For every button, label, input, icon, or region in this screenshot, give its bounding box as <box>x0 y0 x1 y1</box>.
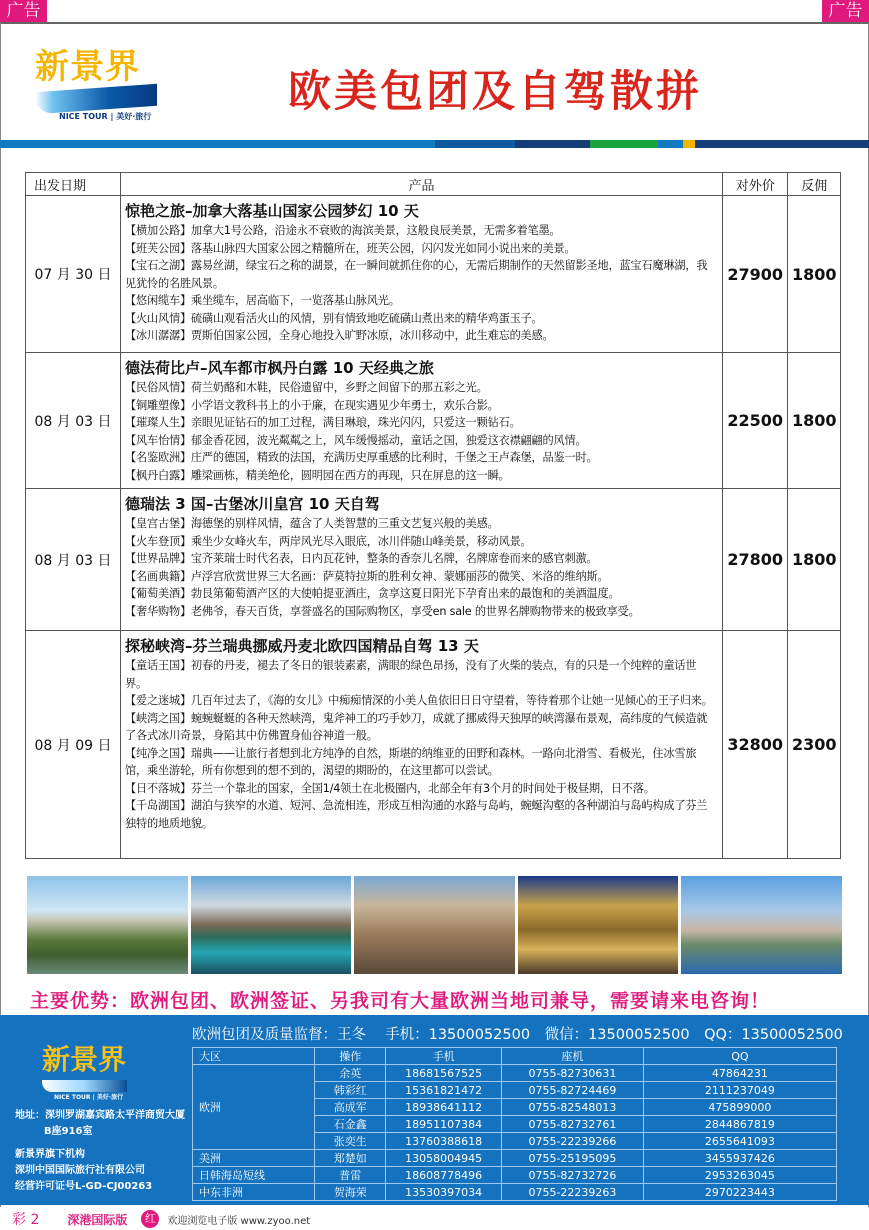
contact-header-cell: QQ <box>643 1048 836 1065</box>
departure-date: 07 月 30 日 <box>26 196 121 353</box>
contact-cell: 张奕生 <box>315 1133 386 1150</box>
stripe-segment <box>0 140 435 148</box>
feature-line: 【世界品牌】宝齐莱瑞士时代名表，日内瓦花钟，整条的香奈儿名牌，名牌席卷而来的感官刺激。 <box>125 552 598 565</box>
contact-cell: 余英 <box>315 1065 386 1082</box>
stripe-segment <box>695 140 869 148</box>
feature-line: 【爱之迷城】几百年过去了，《海的女儿》中痴痴情深的小美人鱼依旧日日守望着，等待着那个让她一见倾心的王子归来。 <box>125 694 713 707</box>
contact-cell: 18608778496 <box>386 1167 502 1184</box>
feature-line: 【班芙公园】落基山脉四大国家公园之精髓所在，班芙公园，闪闪发光如同小说出来的美景。 <box>125 241 576 255</box>
contact-cell: 2844867819 <box>643 1116 836 1133</box>
departure-date: 08 月 03 日 <box>26 489 121 631</box>
price: 27800 <box>723 489 788 631</box>
contact-cell: 高成军 <box>315 1099 386 1116</box>
contact-row <box>193 1184 837 1201</box>
feature-line: 【枫丹白露】雕梁画栋，精美绝伦，圆明园在西方的再现，只在屏息的这一瞬。 <box>125 468 510 482</box>
header-rebate: 反佣 <box>788 173 841 196</box>
stripe-segment <box>515 140 589 148</box>
rebate: 1800 <box>788 353 841 489</box>
feature-line: 【悠闲缆车】乘坐缆车，居高临下，一览落基山脉风光。 <box>125 294 400 307</box>
contact-header-cell: 操作 <box>315 1048 386 1065</box>
departure-date: 08 月 09 日 <box>26 631 121 859</box>
ad-tag-left: 广告 <box>0 0 47 23</box>
contact-header-cell: 座机 <box>502 1048 644 1065</box>
stripe-segment <box>683 140 695 148</box>
feature-line: 【宝石之湖】露易丝湖，绿宝石之称的湖景，在一瞬间就抓住你的心，无需后期制作的天然留影圣地，蓝宝石魔琳湖，我见犹怜的名胜风景。 <box>125 259 708 290</box>
contact-cell: 0755-82548013 <box>502 1099 644 1116</box>
org2: 深圳中国国际旅行社有限公司 <box>15 1165 145 1176</box>
contact-cell: 0755-82730631 <box>502 1065 644 1082</box>
table-row <box>26 631 841 859</box>
feature-line: 【奢华购物】老佛爷，春天百货，享誉盛名的国际购物区，享受en sale 的世界名牌购物带来的极致享受。 <box>125 604 640 618</box>
contact-cell: 韩彩红 <box>315 1082 386 1099</box>
license: 经营许可证号L-GD-CJ00263 <box>15 1181 153 1192</box>
logo-swoosh-icon <box>35 84 157 115</box>
region: 美洲 <box>193 1150 315 1167</box>
stripe-segment <box>435 140 516 148</box>
color-stripe <box>0 140 869 148</box>
logo-swoosh-icon <box>42 1080 127 1092</box>
address: 地址：深圳罗湖嘉宾路太平洋商贸大厦 <box>15 1110 185 1121</box>
contact-cell: 0755-82732726 <box>502 1167 644 1184</box>
contact-cell: 普雷 <box>315 1167 386 1184</box>
contact-cell: 15361821472 <box>386 1082 502 1099</box>
contact-cell: 13760388618 <box>386 1133 502 1150</box>
supervisor-line: 欧洲包团及质量监督：王冬 手机：13500052500 微信：13500052500 QQ：13500052500 <box>192 1027 843 1043</box>
photo-castle <box>27 876 188 974</box>
contact-cell: 13058004945 <box>386 1150 502 1167</box>
product-title: 德法荷比卢–风车都市枫丹白露 10 天经典之旅 <box>125 359 434 377</box>
contact-header-cell: 大区 <box>193 1048 315 1065</box>
contact-cell: 3455937426 <box>643 1150 836 1167</box>
feature-line: 【名画典籍】卢浮宫欣赏世界三大名画：萨莫特拉斯的胜利女神、蒙娜丽莎的微笑、米洛的维纳斯。 <box>125 569 609 583</box>
product-title: 德瑞法 3 国–古堡冰川皇宫 10 天自驾 <box>125 495 380 513</box>
contact-cell: 0755-82732761 <box>502 1116 644 1133</box>
welcome-link[interactable]: 欢迎浏览电子版 www.zyoo.net <box>167 1215 311 1227</box>
contact-table <box>192 1047 837 1201</box>
photo-gothic-gate <box>354 876 515 974</box>
table-row <box>26 489 841 631</box>
advantage-banner: 主要优势：欧洲包团、欧洲签证、另我司有大量欧洲当地司兼导，需要请来电咨询！ <box>30 990 771 1012</box>
feature-line: 【横加公路】加拿大1号公路，沿途永不衰败的海滨美景，这般良辰美景，无需多着笔墨。 <box>125 224 561 237</box>
contact-row <box>193 1065 837 1082</box>
photo-coastal-village <box>681 876 842 974</box>
product-cell <box>121 631 723 859</box>
photo-lake-mountains <box>191 876 352 974</box>
contact-cell: 18951107384 <box>386 1116 502 1133</box>
contact-header <box>193 1048 837 1065</box>
feature-line: 【日不落城】芬兰一个靠北的国家，全国1/4领土在北极圈内，北部全年有3个月的时间处于极昼期，日不落。 <box>125 781 655 795</box>
contact-row <box>193 1167 837 1184</box>
tour-table <box>25 172 841 859</box>
stripe-segment <box>658 140 683 148</box>
contact-cell: 0755-22239263 <box>502 1184 644 1201</box>
red-badge-icon: 红 <box>141 1210 159 1228</box>
footer-logo-en: NICE TOUR | 美好·旅行 <box>54 1094 124 1101</box>
region: 中东非洲 <box>193 1184 315 1201</box>
contact-cell: 47864231 <box>643 1065 836 1082</box>
product-title: 探秘峡湾–芬兰瑞典挪威丹麦北欧四国精品自驾 13 天 <box>125 637 479 655</box>
header-date: 出发日期 <box>26 173 121 196</box>
contact-cell: 贺海荣 <box>315 1184 386 1201</box>
logo-en: NICE TOUR | 美好·旅行 <box>59 112 152 121</box>
edition: 深港国际版 <box>67 1212 128 1227</box>
feature-line: 【火山风情】硫磺山观看活火山的风情，别有情致地吃硫磺山煮出来的精华鸡蛋玉子。 <box>125 311 543 325</box>
price: 32800 <box>723 631 788 859</box>
contact-cell: 0755-25195095 <box>502 1150 644 1167</box>
feature-line: 【铜雕塑像】小学语文教科书上的小于廉，在现实遇见少年勇士，欢乐合影。 <box>125 398 499 412</box>
feature-line: 【皇宫古堡】海德堡的别样风情，蕴含了人类智慧的三重文艺复兴般的美感。 <box>125 517 499 530</box>
feature-line: 【童话王国】初春的丹麦，褪去了冬日的银装素素，满眼的绿色昂扬，没有了火柴的装点，有的只是一个纯粹的童话世界。 <box>125 659 697 690</box>
photo-strip <box>27 876 842 974</box>
header-product: 产品 <box>121 173 723 196</box>
ad-tag-right: 广告 <box>822 0 869 23</box>
feature-line: 【民俗风情】荷兰奶酪和木鞋，民俗遗留中，乡野之间留下的那五彩之光。 <box>125 381 488 394</box>
contact-row <box>193 1150 837 1167</box>
region: 欧洲 <box>193 1065 315 1150</box>
feature-line: 【葡萄美酒】勃艮第葡萄酒产区的大使帕提亚酒庄，贪享这夏日阳光下孕育出来的最饱和的美酒温度。 <box>125 587 620 600</box>
contact-cell: 郑楚如 <box>315 1150 386 1167</box>
product-cell <box>121 489 723 631</box>
stripe-segment <box>590 140 658 148</box>
footer-address <box>15 1108 185 1195</box>
contact-cell: 石金鑫 <box>315 1116 386 1133</box>
table-header <box>26 173 841 196</box>
feature-line: 【火车登顶】乘坐少女峰火车，两岸风光尽入眼底，冰川伴随山峰美景，移动风景。 <box>125 534 532 548</box>
price: 27900 <box>723 196 788 353</box>
price: 22500 <box>723 353 788 489</box>
footer <box>0 1015 869 1205</box>
feature-line: 【千岛湖国】湖泊与狭窄的水道、短河、急流相连，形成互相沟通的水路与岛屿，蜿蜒沟壑的各种湖泊与岛屿构成了芬兰独特的地质地貌。 <box>125 799 708 830</box>
headline: 欧美包团及自驾散拼 <box>288 67 702 117</box>
feature-line: 【璀璨人生】亲眼见证钻石的加工过程，满目琳琅，珠光闪闪，只爱这一颗钻石。 <box>125 416 521 429</box>
feature-line: 【纯净之国】瑞典——让旅行者想到北方纯净的自然，斯堪的纳维亚的田野和森林。一路向北滑雪、看极光，住冰雪旅馆，乘坐游轮，所有你想到的想不到的，渴望的期盼的，在这里都可以尝试。 <box>125 746 697 777</box>
contact-cell: 18938641112 <box>386 1099 502 1116</box>
contact-cell: 0755-22239266 <box>502 1133 644 1150</box>
org1: 新景界旗下机构 <box>15 1149 85 1160</box>
contact-cell: 2970223443 <box>643 1184 836 1201</box>
footer-logo <box>42 1038 127 1101</box>
rebate: 2300 <box>788 631 841 859</box>
contact-cell: 2111237049 <box>643 1082 836 1099</box>
contact-cell: 2953263045 <box>643 1167 836 1184</box>
page-number: 彩 2 <box>12 1212 40 1228</box>
product-cell <box>121 196 723 353</box>
feature-line: 【冰川潺潺】贾斯伯国家公园，全身心地投入旷野冰原，冰川移动中，此生难忘的美感。 <box>125 329 554 342</box>
feature-line: 【峡湾之国】蜿蜿蜒蜒的各种天然峡湾，鬼斧神工的巧手妙刀，成就了挪威得天独厚的峡湾瀑布景观，高纬度的气候造就了各式冰川奇景，身陷其中仿佛置身仙谷神道一般。 <box>125 711 708 742</box>
feature-line: 【风车怡情】郁金香花园，波光粼粼之上，风车缓慢摇动，童话之国，独爱这衣襟翩翩的风情。 <box>125 433 587 447</box>
bottom-bar <box>0 1208 869 1230</box>
contact-cell: 475899000 <box>643 1099 836 1116</box>
header-price: 对外价 <box>723 173 788 196</box>
rebate: 1800 <box>788 489 841 631</box>
table-row <box>26 353 841 489</box>
contact-cell: 0755-82724469 <box>502 1082 644 1099</box>
brand-logo <box>35 47 160 121</box>
contact-cell: 2655641093 <box>643 1133 836 1150</box>
photo-palace-interior <box>518 876 679 974</box>
contact-cell: 13530397034 <box>386 1184 502 1201</box>
logo-text: 新景界 <box>35 47 140 87</box>
region: 日韩海岛短线 <box>193 1167 315 1184</box>
departure-date: 08 月 03 日 <box>26 353 121 489</box>
product-cell <box>121 353 723 489</box>
product-title: 惊艳之旅–加拿大落基山国家公园梦幻 10 天 <box>125 202 419 220</box>
rebate: 1800 <box>788 196 841 353</box>
feature-line: 【名鉴欧洲】庄严的德国，精致的法国，充满历史厚重感的比利时，千堡之王卢森堡，品鉴一时。 <box>125 451 598 464</box>
footer-logo-text: 新景界 <box>42 1043 127 1076</box>
contact-cell: 18681567525 <box>386 1065 502 1082</box>
contact-header-cell: 手机 <box>386 1048 502 1065</box>
address2: B座916室 <box>44 1126 93 1137</box>
table-row <box>26 196 841 353</box>
